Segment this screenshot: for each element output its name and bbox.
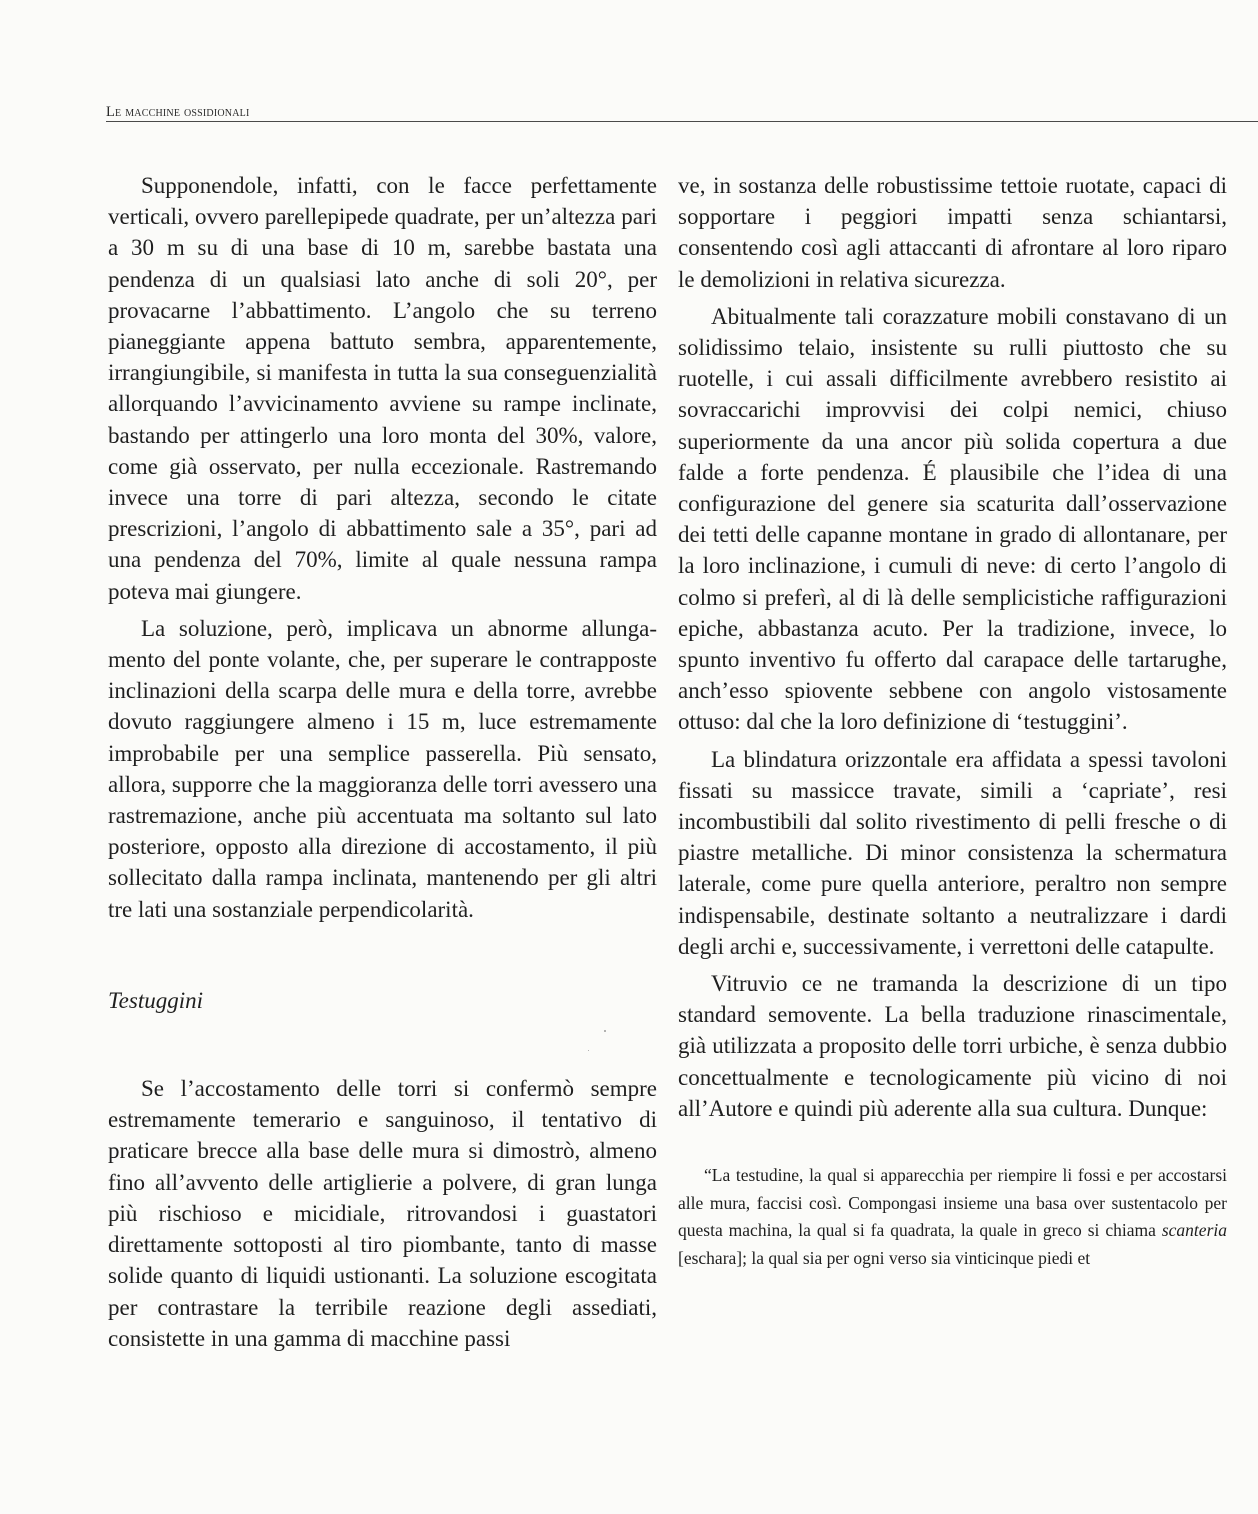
header-rule [106, 121, 1258, 122]
running-header: Le macchine ossidionali [106, 104, 250, 120]
paper-speck [604, 1030, 606, 1032]
quote-term: scanteria [1161, 1220, 1227, 1241]
left-column [108, 170, 657, 1360]
paragraph: Vitruvio ce ne tramanda la descrizione di un tipo standard semovente. La bella traduzione rinascimentale, già utilizzata a proposito delle torri urbiche, è senza dubbio concettualmente e tecnologicamente più vicino di noi all’Autore e quindi più aderente alla sua cultura. Dunque: [678, 971, 1227, 1121]
paragraph: La soluzione, però, implicava un abnorme allungamento del ponte volante, che, per superare le contrapposte inclinazioni della scarpa delle mura e della torre, avrebbe dovuto raggiungere almeno i 15 m, luce estremamente improbabile per una semplice passerella. Più sensato, allora, supporre che la maggioranza delle torri avessero una rastremazione, anche più accentuata ma soltanto sul lato posteriore, opposto alla direzione di accostamento, il più sollecitato dalla rampa inclinata, mantenendo per gli altri tre lati una sostanziale perpendicolarità. [108, 615, 657, 922]
block-quote [678, 1162, 1227, 1272]
paragraph: La blindatura orizzontale era affidata a spessi tavoloni fissati su massicce travate, simili a ‘capriate’, resi incombustibili dal solito rivestimento di pelli fresche o di piastre metalliche. Di minor consistenza la schermatura laterale, come pure quella anteriore, peraltro non sempre indispensabile, destinate soltanto a neutralizzare i dardi degli archi e, successivamente, i verrettoni delle catapulte. [678, 746, 1227, 959]
paragraph: Se l’accostamento delle torri si confermò sempre estremamente temerario e sanguinoso, il tentativo di praticare brecce alla base delle mura si dimostrò, almeno fino all’avvento delle artiglierie a polvere, di gran lunga più rischioso e micidiale, ritrovandosi i guastatori direttamente sottoposti al tiro piombante, tanto di masse solide quanto di liquidi ustionanti. La soluzione escogitata per contrastare la terribile reazione degli assediati, consistette in una gamma di macchine passi [108, 1076, 657, 1351]
quote-text: “La testudine, la qual si apparecchia per riempire li fossi e per accostarsi alle mura, faccisi così. Compongasi insieme una basa over sustentacolo per questa machina, la qual si fa quadrata, la quale in greco si chiama [678, 1165, 1227, 1241]
right-column [678, 170, 1227, 1272]
paper-speck [588, 1050, 589, 1051]
paragraph-continuation: ve, in sostanza delle robustissime tettoie ruotate, capaci di sopportare i peggiori impatti senza schiantarsi, consentendo così agli attaccanti di afrontare al loro riparo le demolizioni in relativa sicurezza. [678, 173, 1227, 292]
paragraph: Supponendole, infatti, con le facce perfettamente verticali, ovvero parellepipede quadrate, per un’altezza pari a 30 m su di una base di 10 m, sarebbe bastata una pendenza di un qualsiasi lato anche di soli 20°, per provacarne l’abbattimento. L’angolo che su terreno pianeggiante appena battuto sembra, apparentemente, irrangiungibile, si manifesta in tutta la sua conseguenzialità allorquando l’avvicinamento avviene su rampe inclinate, bastando per attingerlo una loro monta del 30%, valore, come già osservato, per nulla eccezionale. Rastremando invece una torre di pari altezza, secondo le citate prescrizioni, l’angolo di abbattimento sale a 35°, pari ad una pendenza del 70%, limite al quale nessuna rampa poteva mai giungere. [108, 173, 657, 604]
quote-text: [eschara]; la qual sia per ogni verso sia vinticinque piedi et [678, 1247, 1091, 1268]
paragraph: Abitualmente tali corazzature mobili constavano di un solidissimo telaio, insistente su rulli piuttosto che su ruotelle, i cui assali difficilmente avrebbero resistito ai sovraccarichi improvvisi dei colpi nemici, chiuso superiormente da una ancor più solida copertura a due falde a forte pendenza. É plausibile che l’idea di una configurazione del genere sia scaturita dall’osservazione dei tetti delle capanne montane in grado di allontanare, per la loro inclinazione, i cumuli di neve: di certo l’angolo di colmo si preferì, al di là delle semplicistiche raffigurazioni epiche, abbastanza acuto. Per la tradizione, invece, lo spunto inventivo fu offerto dal carapace delle tartarughe, anch’esso spiovente sebbene con angolo vistosamente ottuso: dal che la loro definizione di ‘testuggini’. [678, 303, 1227, 735]
section-title: Testuggini [108, 987, 204, 1013]
